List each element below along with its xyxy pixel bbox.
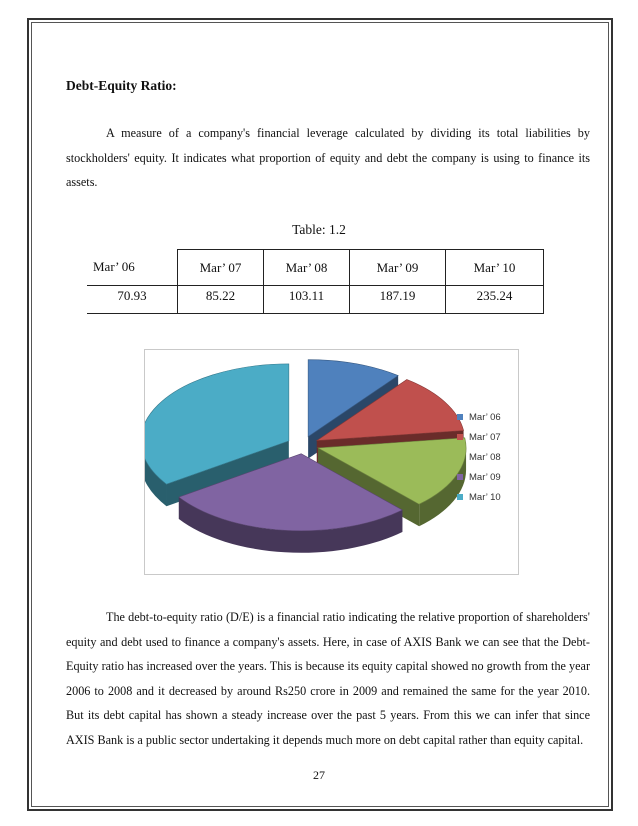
table-value-cell: 85.22: [178, 286, 264, 314]
legend-label: Mar’ 07: [469, 432, 501, 443]
legend-label: Mar’ 06: [469, 412, 501, 423]
table-header-cell: Mar’ 08: [264, 250, 350, 286]
table-value-cell: 103.11: [264, 286, 350, 314]
pie-chart-svg: [145, 350, 520, 576]
table-header-cell: Mar’ 06: [87, 250, 178, 286]
legend-swatch: [457, 414, 463, 420]
page-number: 27: [313, 768, 325, 782]
section-heading: Debt-Equity Ratio:: [66, 78, 177, 93]
legend-label: Mar’ 10: [469, 492, 501, 503]
legend-swatch: [457, 454, 463, 460]
legend-swatch: [457, 434, 463, 440]
table-header-row: [87, 250, 544, 286]
legend-swatch: [457, 474, 463, 480]
pie-chart: [144, 349, 519, 575]
table-header-cell: Mar’ 07: [178, 250, 264, 286]
table-header-cell: Mar’ 09: [350, 250, 446, 286]
table-value-cell: 70.93: [87, 286, 178, 314]
legend-label: Mar’ 08: [469, 452, 501, 463]
table-header-cell: Mar’ 10: [446, 250, 544, 286]
legend-swatch: [457, 494, 463, 500]
table-value-cell: 235.24: [446, 286, 544, 314]
intro-paragraph-text: A measure of a company's financial leverage calculated by dividing its total liabilities by stockholders' equity. It indicates what proportion of equity and debt the company is using to finance its assets.: [66, 126, 590, 189]
ratio-table: [87, 249, 544, 314]
legend-label: Mar’ 09: [469, 472, 501, 483]
table-value-cell: 187.19: [350, 286, 446, 314]
analysis-paragraph: [66, 605, 590, 752]
table-value-row: [87, 286, 544, 314]
table-caption: Table: 1.2: [292, 222, 346, 237]
analysis-paragraph-text: The debt-to-equity ratio (D/E) is a financial ratio indicating the relative proportion of shareholders' equity and debt used to finance a company's assets. Here, in case of AXIS Bank we can see that the Debt-Equity ratio has increased over the years. This is because its equity capital showed no growth from the year 2006 to 2008 and it decreased by around Rs250 crore in 2009 and remained the same for the year 2010. But its debt capital has shown a steady increase over the past 5 years. From this we can infer that since AXIS Bank is a public sector undertaking it depends much more on debt capital rather than equity capital.: [66, 610, 590, 747]
intro-paragraph: [66, 121, 590, 195]
